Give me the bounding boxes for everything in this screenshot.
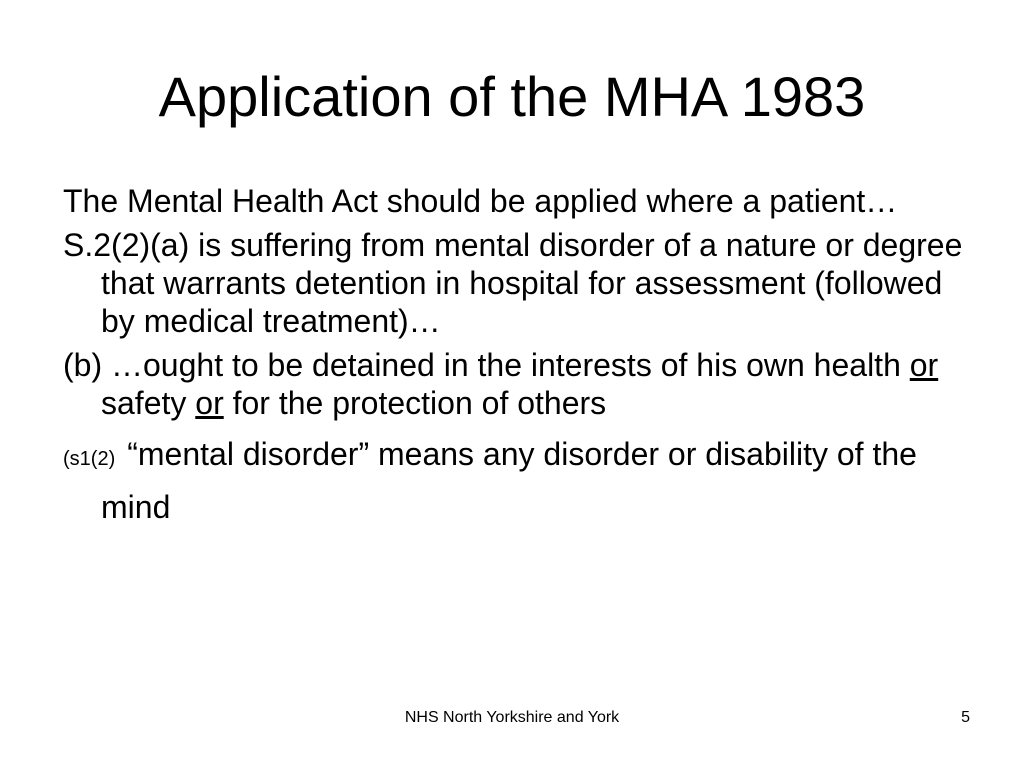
footer-organization: NHS North Yorkshire and York [404, 709, 620, 726]
definition-text: “mental disorder” means any disorder or disability of the mind [101, 436, 917, 525]
underlined-or-2: or [195, 385, 224, 421]
para-b-part1: (b) …ought to be detained in the interests of his own health [63, 347, 910, 383]
paragraph-section-2-2-a: S.2(2)(a) is suffering from mental disorder of a nature or degree that warrants detention in hospital for assessment (followed by medical treatment)… [63, 227, 963, 339]
para-b-part2: safety [101, 385, 196, 421]
underlined-or-1: or [909, 347, 939, 383]
slide-body [63, 182, 963, 537]
slide-title: Application of the MHA 1983 [158, 65, 866, 128]
para-b-part3: for the protection of others [223, 385, 607, 421]
page-number: 5 [961, 709, 970, 726]
paragraph-definition [63, 430, 963, 531]
paragraph-application: The Mental Health Act should be applied where a patient… [63, 183, 898, 219]
section-reference: (s1(2) [63, 448, 116, 470]
paragraph-section-b [63, 346, 963, 422]
